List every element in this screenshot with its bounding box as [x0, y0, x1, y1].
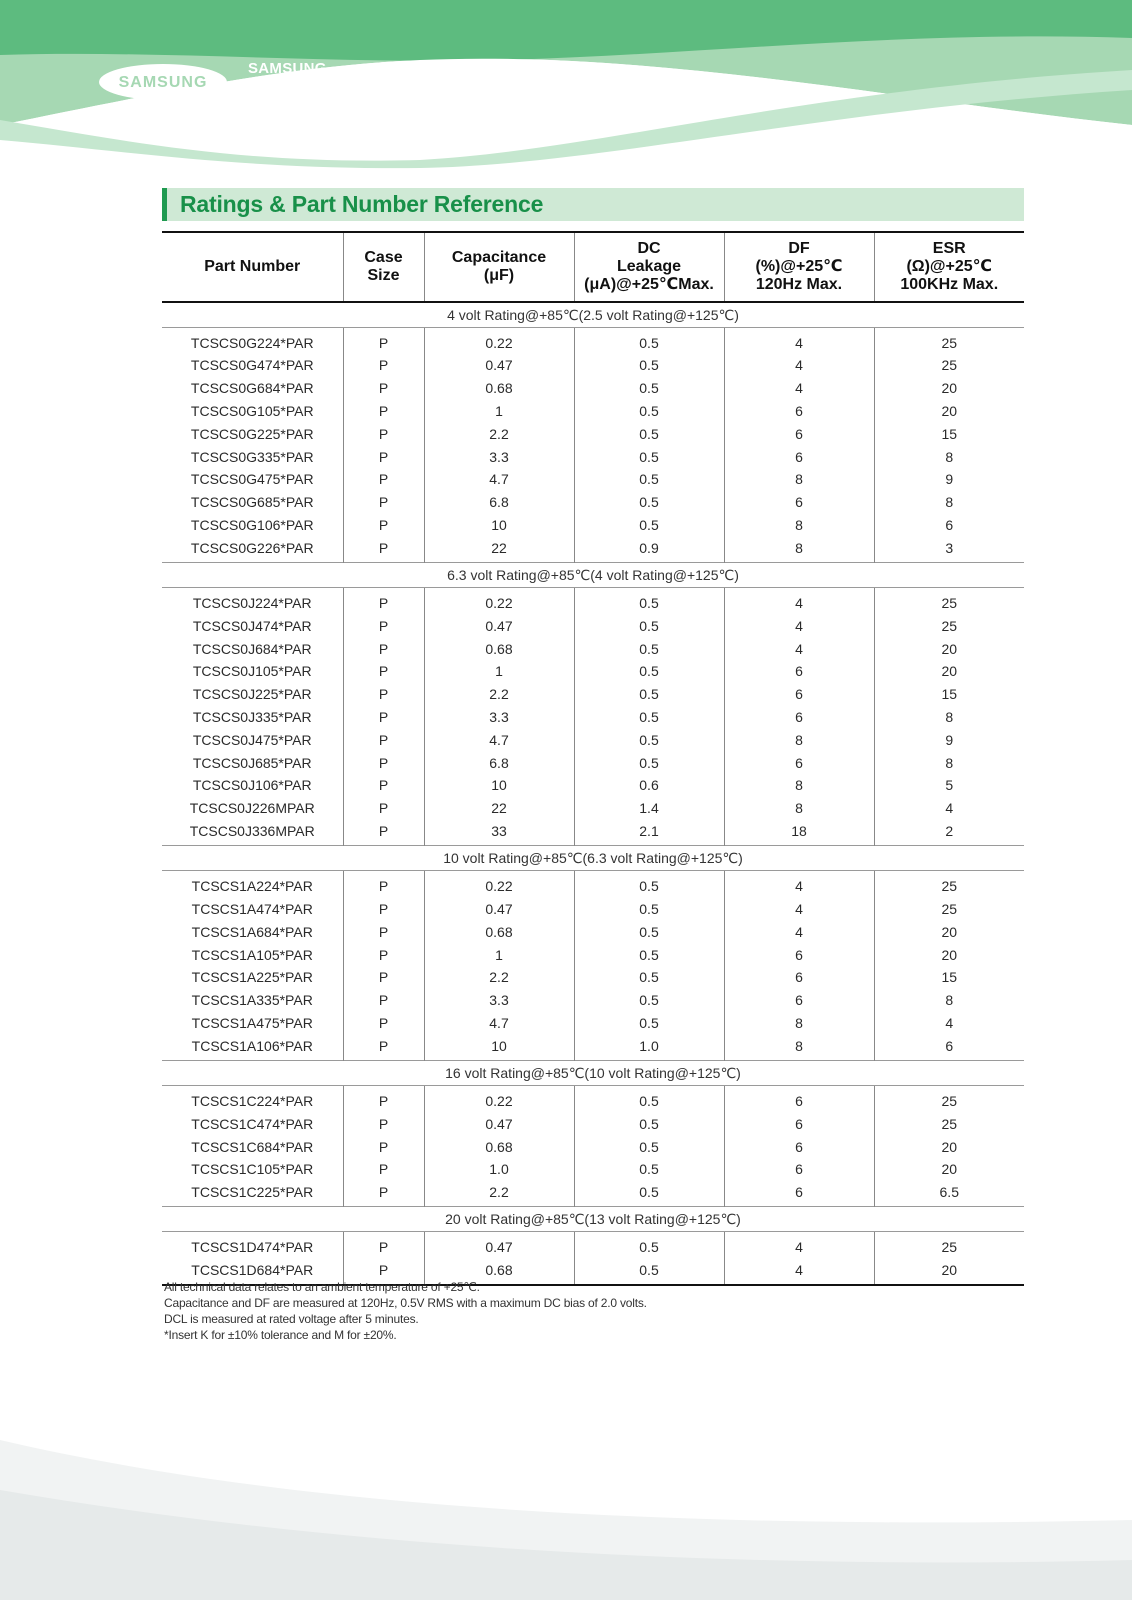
case-size-cell: P: [343, 614, 424, 637]
dc-leakage-cell: 0.5: [574, 1012, 724, 1035]
case-size-cell: P: [343, 637, 424, 660]
part-number-cell: TCSCS0G106*PAR: [190, 516, 314, 533]
case-size-cell: P: [343, 1012, 424, 1035]
table-row: [162, 898, 1024, 921]
case-size-cell: P: [343, 728, 424, 751]
svg-text:SAMSUNG: SAMSUNG: [118, 74, 208, 91]
part-number-cell: TCSCS0J685*PAR: [192, 754, 312, 771]
voltage-group-label: 4 volt Rating@+85℃(2.5 volt Rating@+125℃): [162, 302, 1024, 327]
dc-leakage-cell: 0.5: [574, 327, 724, 354]
part-number-cell: TCSCS1A474*PAR: [191, 900, 313, 917]
df-cell: 6: [724, 706, 874, 729]
case-size-cell: P: [343, 491, 424, 514]
dc-leakage-cell: 0.9: [574, 536, 724, 562]
part-number-cell: TCSCS0J225*PAR: [192, 686, 312, 703]
header-case-size: Case Size: [343, 232, 424, 302]
capacitance-cell: 2.2: [424, 422, 574, 445]
table-row: [162, 820, 1024, 846]
capacitance-cell: 0.68: [424, 637, 574, 660]
capacitance-cell: 4.7: [424, 468, 574, 491]
df-cell: 8: [724, 797, 874, 820]
esr-cell: 3: [874, 536, 1024, 562]
case-size-cell: P: [343, 514, 424, 537]
table-row: [162, 706, 1024, 729]
table-row: [162, 1034, 1024, 1060]
case-size-cell: P: [343, 683, 424, 706]
case-size-cell: P: [343, 445, 424, 468]
capacitance-cell: 0.47: [424, 1112, 574, 1135]
part-number-cell: TCSCS0J475*PAR: [192, 731, 312, 748]
esr-cell: 15: [874, 966, 1024, 989]
dc-leakage-cell: 0.5: [574, 1158, 724, 1181]
esr-cell: 20: [874, 1135, 1024, 1158]
df-cell: 6: [724, 1158, 874, 1181]
dc-leakage-cell: 0.5: [574, 871, 724, 898]
table-row: [162, 751, 1024, 774]
part-number-cell: TCSCS1A475*PAR: [191, 1014, 313, 1031]
df-cell: 8: [724, 774, 874, 797]
table-row: [162, 660, 1024, 683]
case-size-cell: P: [343, 820, 424, 846]
case-size-cell: P: [343, 1034, 424, 1060]
esr-cell: 4: [874, 1012, 1024, 1035]
esr-cell: 20: [874, 920, 1024, 943]
part-number-cell: TCSCS1A105*PAR: [191, 946, 313, 963]
table-row: [162, 920, 1024, 943]
capacitance-cell: 2.2: [424, 966, 574, 989]
esr-cell: 25: [874, 1085, 1024, 1112]
case-size-cell: P: [343, 774, 424, 797]
voltage-group-row: [162, 302, 1024, 327]
part-number-cell: TCSCS1C684*PAR: [191, 1138, 314, 1155]
esr-cell: 15: [874, 422, 1024, 445]
case-size-cell: P: [343, 966, 424, 989]
dc-leakage-cell: 0.5: [574, 989, 724, 1012]
esr-cell: 8: [874, 706, 1024, 729]
capacitance-cell: 6.8: [424, 491, 574, 514]
part-number-cell: TCSCS0G225*PAR: [190, 425, 314, 442]
case-size-cell: P: [343, 536, 424, 562]
dc-leakage-cell: 0.5: [574, 728, 724, 751]
capacitance-cell: 0.22: [424, 1085, 574, 1112]
dc-leakage-cell: 0.5: [574, 683, 724, 706]
capacitance-cell: 0.68: [424, 920, 574, 943]
capacitance-cell: 0.22: [424, 587, 574, 614]
part-number-cell: TCSCS1A225*PAR: [191, 969, 313, 986]
table-row: [162, 1012, 1024, 1035]
table-row: [162, 637, 1024, 660]
esr-cell: 2: [874, 820, 1024, 846]
esr-cell: 6: [874, 1034, 1024, 1060]
part-number-cell: TCSCS0G474*PAR: [190, 357, 314, 374]
table-row: [162, 491, 1024, 514]
dc-leakage-cell: 0.5: [574, 400, 724, 423]
case-size-cell: P: [343, 1259, 424, 1285]
esr-cell: 20: [874, 1259, 1024, 1285]
df-cell: 8: [724, 468, 874, 491]
df-cell: 8: [724, 514, 874, 537]
esr-cell: 8: [874, 751, 1024, 774]
esr-cell: 20: [874, 1158, 1024, 1181]
voltage-group-label: 16 volt Rating@+85℃(10 volt Rating@+125℃): [162, 1060, 1024, 1085]
case-size-cell: P: [343, 871, 424, 898]
df-cell: 4: [724, 1259, 874, 1285]
df-cell: 6: [724, 683, 874, 706]
capacitance-cell: 2.2: [424, 683, 574, 706]
note-line: *Insert K for ±10% tolerance and M for ±20%.: [164, 1328, 397, 1342]
note-line: All technical data relates to an ambient temperature of +25℃.: [164, 1280, 480, 1294]
case-size-cell: P: [343, 1085, 424, 1112]
header-dc-leakage: DC Leakage (μA)@+25℃Max.: [574, 232, 724, 302]
dc-leakage-cell: 0.5: [574, 898, 724, 921]
df-cell: 6: [724, 445, 874, 468]
case-size-cell: P: [343, 660, 424, 683]
df-cell: 6: [724, 751, 874, 774]
case-size-cell: P: [343, 898, 424, 921]
case-size-cell: P: [343, 1232, 424, 1259]
table-row: [162, 1085, 1024, 1112]
df-cell: 4: [724, 920, 874, 943]
case-size-cell: P: [343, 377, 424, 400]
table-row: [162, 422, 1024, 445]
dc-leakage-cell: 0.5: [574, 1085, 724, 1112]
dc-leakage-cell: 0.6: [574, 774, 724, 797]
capacitance-cell: 0.47: [424, 354, 574, 377]
dc-leakage-cell: 0.5: [574, 354, 724, 377]
case-size-cell: P: [343, 354, 424, 377]
dc-leakage-cell: 0.5: [574, 587, 724, 614]
df-cell: 4: [724, 1232, 874, 1259]
part-number-cell: TCSCS0G105*PAR: [190, 402, 314, 419]
part-number-cell: TCSCS0J226MPAR: [189, 800, 315, 817]
df-cell: 8: [724, 1012, 874, 1035]
df-cell: 4: [724, 614, 874, 637]
df-cell: 4: [724, 637, 874, 660]
dc-leakage-cell: 0.5: [574, 920, 724, 943]
df-cell: 8: [724, 728, 874, 751]
voltage-group-label: 6.3 volt Rating@+85℃(4 volt Rating@+125℃): [162, 562, 1024, 587]
header-part-number: Part Number: [162, 232, 343, 302]
voltage-group-row: [162, 846, 1024, 871]
esr-cell: 25: [874, 327, 1024, 354]
capacitance-cell: 1: [424, 943, 574, 966]
df-cell: 4: [724, 871, 874, 898]
part-number-cell: TCSCS0J105*PAR: [192, 663, 312, 680]
dc-leakage-cell: 0.5: [574, 1112, 724, 1135]
table-row: [162, 943, 1024, 966]
capacitance-cell: 6.8: [424, 751, 574, 774]
dc-leakage-cell: 0.5: [574, 706, 724, 729]
capacitance-cell: 4.7: [424, 1012, 574, 1035]
table-row: [162, 1135, 1024, 1158]
esr-cell: 6.5: [874, 1181, 1024, 1207]
table-row: [162, 1181, 1024, 1207]
table-row: [162, 536, 1024, 562]
dc-leakage-cell: 0.5: [574, 1135, 724, 1158]
part-number-cell: TCSCS1A224*PAR: [191, 878, 313, 895]
section-header: [162, 188, 1024, 221]
capacitance-cell: 22: [424, 536, 574, 562]
capacitance-cell: 1: [424, 660, 574, 683]
part-number-cell: TCSCS0G226*PAR: [190, 539, 314, 556]
table-row: [162, 445, 1024, 468]
capacitance-cell: 3.3: [424, 989, 574, 1012]
part-number-cell: TCSCS0G685*PAR: [190, 494, 314, 511]
part-number-cell: TCSCS0J224*PAR: [192, 595, 312, 612]
capacitance-cell: 0.47: [424, 898, 574, 921]
case-size-cell: P: [343, 1158, 424, 1181]
table-row: [162, 327, 1024, 354]
capacitance-cell: 3.3: [424, 445, 574, 468]
esr-cell: 9: [874, 728, 1024, 751]
capacitance-cell: 10: [424, 774, 574, 797]
dc-leakage-cell: 1.4: [574, 797, 724, 820]
capacitance-cell: 1.0: [424, 1158, 574, 1181]
esr-cell: 20: [874, 637, 1024, 660]
dc-leakage-cell: 2.1: [574, 820, 724, 846]
table-row: [162, 871, 1024, 898]
dc-leakage-cell: 0.5: [574, 966, 724, 989]
part-number-cell: TCSCS1C105*PAR: [191, 1161, 314, 1178]
table-row: [162, 514, 1024, 537]
df-cell: 6: [724, 422, 874, 445]
case-size-cell: P: [343, 797, 424, 820]
brand-line-1: SAMSUNG: [248, 60, 327, 77]
case-size-cell: P: [343, 1135, 424, 1158]
df-cell: 6: [724, 491, 874, 514]
capacitance-cell: 0.47: [424, 614, 574, 637]
df-cell: 6: [724, 660, 874, 683]
capacitance-cell: 0.47: [424, 1232, 574, 1259]
dc-leakage-cell: 0.5: [574, 1232, 724, 1259]
dc-leakage-cell: 0.5: [574, 377, 724, 400]
footnotes: [164, 1279, 647, 1343]
header-df: DF (%)@+25℃ 120Hz Max.: [724, 232, 874, 302]
df-cell: 6: [724, 1112, 874, 1135]
table-row: [162, 966, 1024, 989]
capacitance-cell: 2.2: [424, 1181, 574, 1207]
df-cell: 6: [724, 943, 874, 966]
case-size-cell: P: [343, 468, 424, 491]
df-cell: 4: [724, 327, 874, 354]
dc-leakage-cell: 0.5: [574, 422, 724, 445]
capacitance-cell: 0.22: [424, 327, 574, 354]
table-row: [162, 683, 1024, 706]
dc-leakage-cell: 0.5: [574, 637, 724, 660]
dc-leakage-cell: 0.5: [574, 1259, 724, 1285]
part-number-cell: TCSCS1C474*PAR: [191, 1115, 314, 1132]
capacitance-cell: 22: [424, 797, 574, 820]
df-cell: 6: [724, 989, 874, 1012]
dc-leakage-cell: 0.5: [574, 514, 724, 537]
table-header-row: [162, 232, 1024, 302]
capacitance-cell: 10: [424, 514, 574, 537]
header-esr: ESR (Ω)@+25℃ 100KHz Max.: [874, 232, 1024, 302]
part-number-cell: TCSCS0J106*PAR: [192, 777, 312, 794]
table-row: [162, 354, 1024, 377]
capacitance-cell: 3.3: [424, 706, 574, 729]
esr-cell: 8: [874, 445, 1024, 468]
part-number-cell: TCSCS0G684*PAR: [190, 380, 314, 397]
esr-cell: 15: [874, 683, 1024, 706]
case-size-cell: P: [343, 943, 424, 966]
part-number-cell: TCSCS1A684*PAR: [191, 923, 313, 940]
part-number-cell: TCSCS1C225*PAR: [191, 1183, 314, 1200]
esr-cell: 8: [874, 989, 1024, 1012]
part-number-cell: TCSCS1D474*PAR: [191, 1239, 314, 1256]
note-line: DCL is measured at rated voltage after 5 minutes.: [164, 1312, 419, 1326]
capacitance-cell: 0.68: [424, 1135, 574, 1158]
dc-leakage-cell: 0.5: [574, 660, 724, 683]
table-row: [162, 797, 1024, 820]
esr-cell: 25: [874, 898, 1024, 921]
df-cell: 6: [724, 1135, 874, 1158]
table-row: [162, 989, 1024, 1012]
part-number-cell: TCSCS0J474*PAR: [192, 617, 312, 634]
df-cell: 6: [724, 966, 874, 989]
case-size-cell: P: [343, 400, 424, 423]
df-cell: 4: [724, 354, 874, 377]
part-number-cell: TCSCS1D684*PAR: [162, 1259, 343, 1285]
dc-leakage-cell: 0.5: [574, 491, 724, 514]
table-row: [162, 614, 1024, 637]
case-size-cell: P: [343, 706, 424, 729]
esr-cell: 25: [874, 1112, 1024, 1135]
esr-cell: 25: [874, 587, 1024, 614]
df-cell: 8: [724, 1034, 874, 1060]
voltage-group-row: [162, 1060, 1024, 1085]
capacitance-cell: 0.22: [424, 871, 574, 898]
table-row: [162, 1232, 1024, 1259]
df-cell: 6: [724, 1085, 874, 1112]
capacitance-cell: 0.68: [424, 377, 574, 400]
esr-cell: 20: [874, 400, 1024, 423]
capacitance-cell: 4.7: [424, 728, 574, 751]
esr-cell: 20: [874, 377, 1024, 400]
esr-cell: 25: [874, 614, 1024, 637]
voltage-group-label: 10 volt Rating@+85℃(6.3 volt Rating@+125℃): [162, 846, 1024, 871]
voltage-group-row: [162, 1207, 1024, 1232]
part-number-cell: TCSCS1A335*PAR: [191, 992, 313, 1009]
table-row: [162, 468, 1024, 491]
table-row: [162, 1158, 1024, 1181]
esr-cell: 6: [874, 514, 1024, 537]
part-number-cell: TCSCS0G335*PAR: [190, 448, 314, 465]
note-line: Capacitance and DF are measured at 120Hz, 0.5V RMS with a maximum DC bias of 2.0 volts.: [164, 1296, 647, 1310]
table-body: [162, 302, 1024, 1285]
voltage-group-row: [162, 562, 1024, 587]
part-number-cell: TCSCS0J684*PAR: [192, 640, 312, 657]
dc-leakage-cell: 1.0: [574, 1034, 724, 1060]
footer-wave-background: [0, 1420, 1132, 1600]
df-cell: 18: [724, 820, 874, 846]
dc-leakage-cell: 0.5: [574, 1181, 724, 1207]
esr-cell: 20: [874, 660, 1024, 683]
esr-cell: 4: [874, 797, 1024, 820]
esr-cell: 20: [874, 943, 1024, 966]
case-size-cell: P: [343, 422, 424, 445]
esr-cell: 9: [874, 468, 1024, 491]
capacitance-cell: 0.68: [424, 1259, 574, 1285]
case-size-cell: P: [343, 989, 424, 1012]
part-number-cell: TCSCS0G475*PAR: [190, 471, 314, 488]
table-row: [162, 1112, 1024, 1135]
part-number-cell: TCSCS1C224*PAR: [191, 1093, 314, 1110]
case-size-cell: P: [343, 1112, 424, 1135]
capacitance-cell: 1: [424, 400, 574, 423]
voltage-group-label: 20 volt Rating@+85℃(13 volt Rating@+125℃): [162, 1207, 1024, 1232]
df-cell: 8: [724, 536, 874, 562]
capacitance-cell: 33: [424, 820, 574, 846]
part-number-cell: TCSCS1A106*PAR: [191, 1037, 313, 1054]
esr-cell: 25: [874, 871, 1024, 898]
case-size-cell: P: [343, 751, 424, 774]
dc-leakage-cell: 0.5: [574, 468, 724, 491]
capacitance-cell: 10: [424, 1034, 574, 1060]
header-capacitance: Capacitance (μF): [424, 232, 574, 302]
esr-cell: 25: [874, 1232, 1024, 1259]
esr-cell: 25: [874, 354, 1024, 377]
esr-cell: 8: [874, 491, 1024, 514]
case-size-cell: P: [343, 587, 424, 614]
part-number-cell: TCSCS0J335*PAR: [192, 708, 312, 725]
ratings-table: [162, 231, 1024, 1286]
part-number-cell: TCSCS0G224*PAR: [190, 334, 314, 351]
table-row: [162, 377, 1024, 400]
table-row: [162, 587, 1024, 614]
df-cell: 4: [724, 587, 874, 614]
dc-leakage-cell: 0.5: [574, 943, 724, 966]
df-cell: 4: [724, 377, 874, 400]
samsung-logo: [98, 63, 228, 101]
brand-name: [248, 59, 421, 97]
brand-line-2: ELECTRO-MECHANICS: [248, 79, 421, 96]
case-size-cell: P: [343, 920, 424, 943]
table-row: [162, 774, 1024, 797]
case-size-cell: P: [343, 327, 424, 354]
part-number-cell: TCSCS0J336MPAR: [189, 822, 315, 839]
table-row: [162, 400, 1024, 423]
dc-leakage-cell: 0.5: [574, 445, 724, 468]
table-row: [162, 728, 1024, 751]
df-cell: 4: [724, 898, 874, 921]
df-cell: 6: [724, 1181, 874, 1207]
df-cell: 6: [724, 400, 874, 423]
section-title: Ratings & Part Number Reference: [180, 191, 544, 217]
dc-leakage-cell: 0.5: [574, 751, 724, 774]
esr-cell: 5: [874, 774, 1024, 797]
dc-leakage-cell: 0.5: [574, 614, 724, 637]
case-size-cell: P: [343, 1181, 424, 1207]
